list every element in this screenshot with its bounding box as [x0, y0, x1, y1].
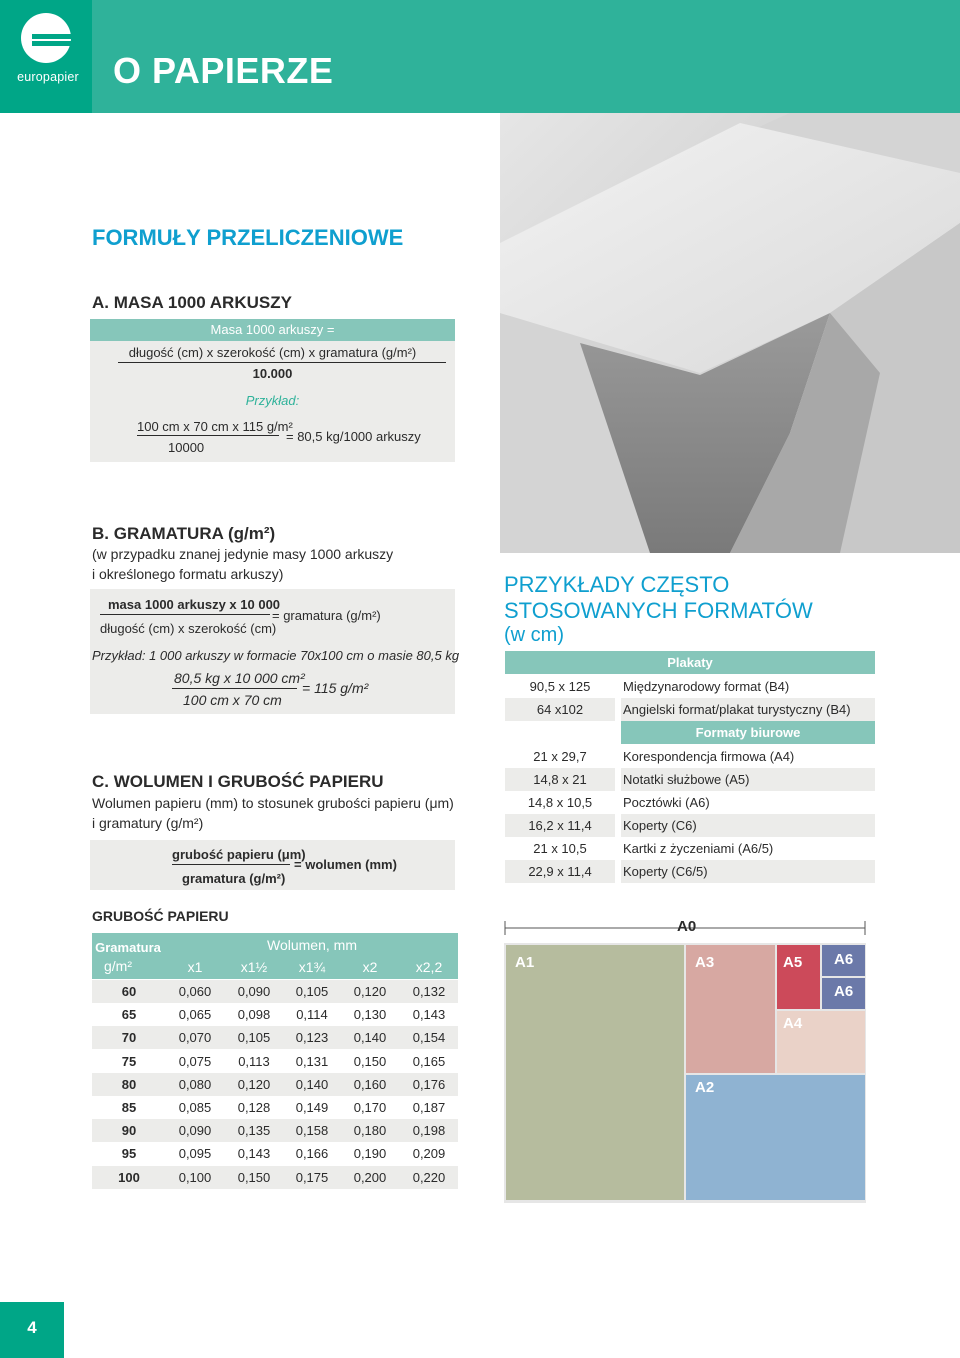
formula-a-fraction-line [118, 362, 446, 363]
section-b-heading: B. GRAMATURA (g/m²) [92, 524, 276, 543]
volume-cell: 0,170 [353, 1100, 387, 1115]
page-title: O PAPIERZE [113, 50, 334, 91]
format-size: 64 x102 [505, 698, 615, 721]
volume-cell: 0,198 [412, 1123, 446, 1139]
format-row [505, 837, 875, 860]
format-row [505, 860, 875, 883]
volume-cell: 0,095 [178, 1146, 212, 1162]
format-row [505, 675, 875, 698]
format-desc: Kartki z życzeniami (A6/5) [623, 841, 774, 856]
section-c-desc-2: i gramatury (g/m²) [92, 815, 204, 831]
volume-cell: 0,130 [353, 1007, 387, 1023]
volume-cell: 0,135 [237, 1123, 271, 1139]
gramatura-cell: 85 [121, 1100, 137, 1115]
multiplier-header: x2 [362, 959, 378, 975]
formula-c-result: = wolumen (mm) [294, 857, 397, 872]
formats-title-1: PRZYKŁADY CZĘSTO [504, 572, 730, 597]
label-a6-top: A6 [834, 951, 854, 968]
format-desc: Angielski format/plakat turystyczny (B4) [623, 702, 851, 717]
label-a1: A1 [515, 954, 535, 971]
format-size: 21 x 29,7 [533, 749, 587, 764]
volume-cell: 0,090 [237, 984, 271, 999]
format-size: 14,8 x 21 [505, 768, 615, 791]
volume-cell: 0,060 [178, 984, 212, 999]
formula-b-denominator: długość (cm) x szerokość (cm) [100, 621, 277, 636]
page-number: 4 [27, 1318, 37, 1337]
volume-cell: 0,100 [178, 1169, 212, 1185]
section-title: FORMUŁY PRZELICZENIOWE [92, 225, 404, 250]
gramatura-cell: 95 [121, 1146, 137, 1162]
format-row [505, 791, 875, 814]
format-desc: Korespondencja firmowa (A4) [623, 749, 795, 764]
multiplier-header: x1¾ [298, 959, 326, 975]
formula-c-denominator: gramatura (g/m²) [182, 871, 286, 886]
volume-cell: 0,150 [353, 1053, 387, 1069]
format-desc-cell [621, 791, 875, 814]
volume-cell: 0,140 [353, 1030, 387, 1046]
formula-b-result: = gramatura (g/m²) [272, 608, 381, 623]
volume-cell: 0,158 [295, 1123, 329, 1139]
format-size: 14,8 x 10,5 [527, 795, 593, 810]
volume-cell: 0,190 [353, 1146, 387, 1162]
label-a3: A3 [695, 954, 715, 971]
folded-paper-photo [500, 113, 960, 553]
format-size: 90,5 x 125 [529, 679, 591, 694]
volume-cell: 0,166 [295, 1146, 329, 1162]
multiplier-header: x2,2 [415, 959, 443, 975]
format-size: 16,2 x 11,4 [505, 814, 615, 837]
volume-cell: 0,143 [412, 1007, 446, 1023]
volume-cell: 0,098 [237, 1007, 271, 1023]
format-size: 21 x 10,5 [533, 841, 587, 856]
formula-a-example-result: = 80,5 kg/1000 arkuszy [286, 429, 421, 444]
volume-cell: 0,105 [295, 984, 329, 999]
volume-cell: 0,090 [178, 1123, 212, 1139]
formula-b-numerator: masa 1000 arkuszy x 10 000 [108, 597, 281, 612]
format-row [505, 768, 875, 791]
section-c-heading: C. WOLUMEN I GRUBOŚĆ PAPIERU [92, 772, 384, 791]
gramatura-cell: 100 [118, 1169, 140, 1185]
format-desc: Koperty (C6) [623, 818, 697, 833]
volume-cell: 0,113 [238, 1053, 270, 1069]
section-a-heading: A. MASA 1000 ARKUSZY [92, 293, 292, 312]
formula-a-example-line [137, 435, 279, 436]
label-a2: A2 [695, 1079, 715, 1096]
format-size: 22,9 x 11,4 [505, 860, 615, 883]
a1-area [506, 945, 684, 1200]
formula-b-example-numerator: 80,5 kg x 10 000 cm² [174, 670, 305, 686]
volume-cell: 0,200 [353, 1169, 387, 1185]
formula-a-example-numerator: 100 cm x 70 cm x 115 g/m² [137, 419, 293, 434]
format-desc-cell [621, 860, 875, 883]
section-b-desc-2: i określonego formatu arkuszy) [92, 566, 284, 582]
label-a6-bottom: A6 [834, 983, 854, 1000]
col-vol-label: Wolumen, mm [267, 937, 357, 953]
format-desc-cell [621, 745, 875, 768]
volume-cell: 0,075 [178, 1053, 212, 1069]
section-b-desc-1: (w przypadku znanej jedynie masy 1000 arkuszy [92, 546, 394, 562]
formula-b-example-denominator: 100 cm x 70 cm [183, 692, 282, 708]
gramatura-cell: 90 [121, 1123, 137, 1139]
volume-cell: 0,175 [295, 1169, 329, 1185]
volume-cell: 0,154 [412, 1030, 446, 1046]
format-desc: Międzynarodowy format (B4) [623, 679, 790, 694]
volume-cell: 0,120 [237, 1076, 271, 1092]
format-desc-cell [621, 698, 875, 721]
volume-cell: 0,149 [295, 1100, 329, 1115]
formats-group-posters: Plakaty [505, 651, 875, 674]
volume-cell: 0,140 [295, 1076, 329, 1092]
format-desc: Koperty (C6/5) [623, 864, 708, 879]
paper-sizes-diagram [500, 915, 870, 1205]
formats-group-office: Formaty biurowe [621, 721, 875, 744]
volume-cell: 0,132 [412, 984, 446, 999]
format-row [505, 698, 875, 721]
label-a0: A0 [677, 918, 697, 935]
gramatura-cell: 75 [121, 1053, 137, 1069]
formula-c-numerator: grubość papieru (μm) [172, 847, 306, 862]
formats-title-3: (w cm) [504, 624, 564, 646]
multiplier-header: x1 [187, 959, 203, 975]
col-gram-label: Gramatura [95, 940, 161, 955]
multiplier-header: x1½ [240, 959, 268, 975]
formula-c-fraction-line [172, 864, 290, 865]
label-a4: A4 [783, 1015, 803, 1032]
formula-a-denominator: 10.000 [252, 366, 293, 381]
formats-title-2: STOSOWANYCH FORMATÓW [504, 598, 813, 623]
volume-cell: 0,123 [295, 1030, 329, 1046]
volume-cell: 0,160 [353, 1076, 387, 1092]
volume-cell: 0,114 [296, 1007, 328, 1023]
volume-cell: 0,080 [178, 1076, 212, 1092]
volume-cell: 0,143 [237, 1146, 271, 1162]
formula-b-example: Przykład: 1 000 arkuszy w formacie 70x100 cm o masie 80,5 kg [92, 648, 460, 663]
formula-a-example-denominator: 10000 [168, 440, 205, 455]
volume-cell: 0,165 [412, 1053, 446, 1069]
thickness-heading: GRUBOŚĆ PAPIERU [92, 908, 229, 924]
format-row [505, 814, 875, 837]
volume-cell: 0,128 [237, 1100, 271, 1115]
volume-cell: 0,085 [178, 1100, 212, 1115]
format-desc: Pocztówki (A6) [623, 795, 710, 810]
volume-cell: 0,176 [412, 1076, 446, 1092]
volume-cell: 0,105 [237, 1030, 271, 1046]
format-desc: Notatki służbowe (A5) [623, 772, 750, 787]
formula-b-example-line [172, 688, 297, 689]
volume-cell: 0,187 [412, 1100, 446, 1115]
volume-cell: 0,180 [353, 1123, 387, 1139]
formula-b-example-result: = 115 g/m² [302, 680, 369, 696]
formula-a-numerator: długość (cm) x szerokość (cm) x gramatura (g/m²) [128, 345, 417, 360]
label-a5: A5 [783, 954, 803, 971]
volume-cell: 0,120 [353, 984, 387, 999]
gramatura-cell: 80 [121, 1076, 137, 1092]
format-desc-cell [621, 768, 875, 791]
format-desc-cell [621, 675, 875, 698]
format-desc-cell [621, 837, 875, 860]
volume-cell: 0,209 [412, 1146, 446, 1162]
volume-cell: 0,220 [412, 1169, 446, 1185]
volume-cell: 0,070 [178, 1030, 212, 1046]
formula-a-example-label: Przykład: [245, 393, 300, 408]
section-c-desc-1: Wolumen papieru (mm) to stosunek grubości papieru (μm) [92, 795, 454, 811]
col-gram-unit: g/m² [104, 958, 132, 974]
gramatura-cell: 60 [121, 984, 137, 999]
gramatura-cell: 70 [121, 1030, 137, 1046]
format-row [505, 745, 875, 768]
formula-b-fraction-line [100, 614, 270, 615]
volume-cell: 0,131 [295, 1053, 329, 1069]
logo-text: europapier [17, 70, 79, 84]
volume-cell: 0,150 [237, 1169, 271, 1185]
gramatura-cell: 65 [121, 1007, 137, 1023]
europapier-logo-icon [20, 12, 72, 64]
format-desc-cell [621, 814, 875, 837]
formula-a-bar: Masa 1000 arkuszy = [90, 319, 455, 341]
volume-cell: 0,065 [178, 1007, 212, 1023]
